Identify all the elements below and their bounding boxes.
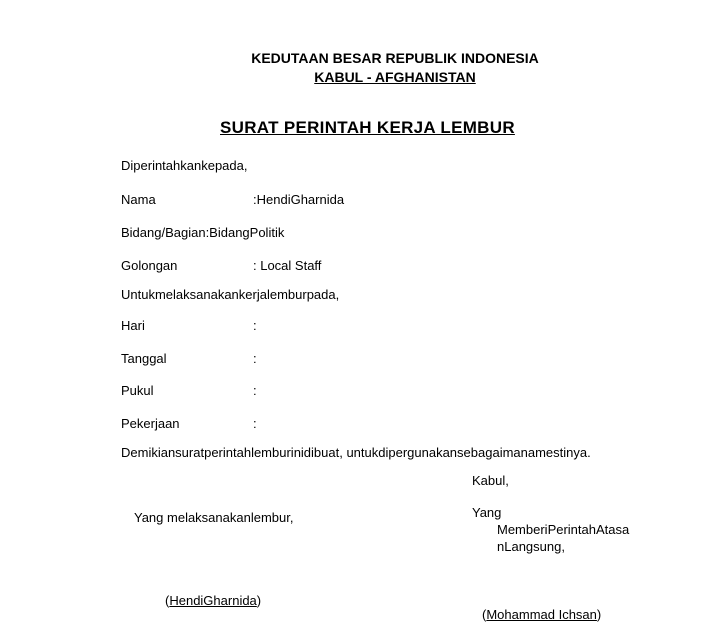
pukul-label: Pukul bbox=[121, 383, 154, 398]
left-signatory-name: HendiGharnida bbox=[169, 593, 257, 608]
hari-label: Hari bbox=[121, 318, 145, 333]
right-paren-open: ( bbox=[482, 607, 487, 622]
left-paren-close: ) bbox=[256, 593, 262, 608]
hari-value: : bbox=[253, 318, 257, 333]
embassy-name: KEDUTAAN BESAR REPUBLIK INDONESIA bbox=[251, 50, 539, 66]
right-caption-line-2: MemberiPerintahAtasa bbox=[497, 522, 630, 537]
right-signatory bbox=[482, 607, 601, 623]
left-caption: Yang melaksanakanlembur, bbox=[134, 510, 294, 525]
golongan-value: : Local Staff bbox=[253, 258, 322, 273]
right-caption-line-1: Yang bbox=[472, 505, 502, 520]
left-signatory bbox=[165, 593, 261, 609]
right-paren-close: ) bbox=[596, 607, 602, 622]
tanggal-label: Tanggal bbox=[121, 351, 167, 366]
embassy-location-text: KABUL - AFGHANISTAN bbox=[314, 69, 476, 85]
closing-text: Demikiansuratperintahlemburinidibuat, untukdipergunakansebagaimanamestinya. bbox=[121, 445, 591, 460]
pekerjaan-value: : bbox=[253, 416, 257, 431]
purpose-text: Untukmelaksanakankerjalemburpada, bbox=[121, 287, 340, 302]
embassy-location bbox=[0, 69, 728, 85]
tanggal-value: : bbox=[253, 351, 257, 366]
place-text: Kabul, bbox=[472, 473, 509, 488]
document-title: SURAT PERINTAH KERJA LEMBUR bbox=[220, 118, 515, 137]
nama-label: Nama bbox=[121, 192, 156, 207]
bidang-text: Bidang/Bagian:BidangPolitik bbox=[121, 225, 285, 240]
pukul-value: : bbox=[253, 383, 257, 398]
nama-value: :HendiGharnida bbox=[253, 192, 345, 207]
left-paren-open: ( bbox=[165, 593, 170, 608]
right-caption-line-3: nLangsung, bbox=[497, 539, 565, 554]
golongan-label: Golongan bbox=[121, 258, 178, 273]
right-signatory-name: Mohammad Ichsan bbox=[486, 607, 597, 622]
pekerjaan-label: Pekerjaan bbox=[121, 416, 180, 431]
intro-text: Diperintahkankepada, bbox=[121, 158, 248, 173]
